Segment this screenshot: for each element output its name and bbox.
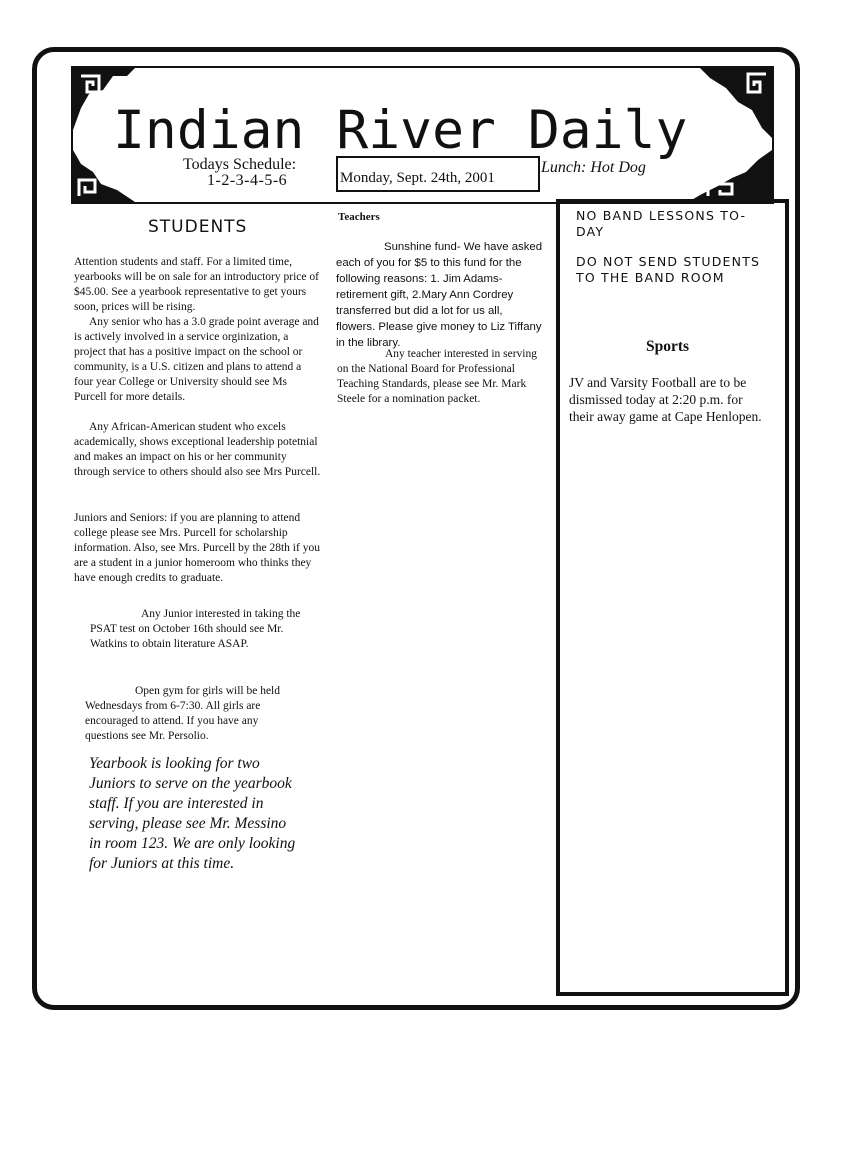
corner-fret-top-right (700, 68, 772, 138)
band-room-notice: DO NOT SEND STUDENTS TO THE BAND ROOM (576, 254, 761, 285)
students-heading: STUDENTS (148, 217, 248, 237)
students-african-american-notice: Any African-American student who excels academically, shows exceptional leadership potetnial and makes an impact on his or her community through service to others should also see Mrs Purcell. (74, 421, 321, 479)
students-yearbook-staff-notice: Yearbook is looking for two Juniors to serve on the yearbook staff. If you are interested in serving, please see Mr. Messino in room 123. We are only looking for Juniors at this time. (89, 755, 296, 872)
teachers-national-board-notice: Any teacher interested in serving on the National Board for Professional Teaching Standards, please see Mr. Mark Steele for a nomination packet. (337, 348, 537, 406)
schedule-label: Todays Schedule: (183, 156, 297, 173)
sports-heading: Sports (646, 338, 690, 355)
lunch-menu: Lunch: Hot Dog (541, 159, 646, 176)
corner-fret-bottom-right (688, 150, 772, 202)
schedule-value: 1-2-3-4-5-6 (207, 172, 288, 189)
students-college-notice: Juniors and Seniors: if you are planning to attend college please see Mrs. Purcell for scholarship information. Also, see Mrs. Purcell by the 28th if you are a student in a junior homeroom who thinks they have enough credits to graduate. (74, 512, 320, 585)
teachers-sunshine-fund: Sunshine fund- We have asked each of you for $5 to this fund for the following reasons: 1. Jim Adams- retirement gift, 2.Mary Ann Cordrey transferred but did a lot for us all, flowers. Please give money to Liz Tiffany in the library. (336, 241, 543, 349)
sports-football-notice: JV and Varsity Football are to be dismissed today at 2:20 p.m. for their away game at Cape Henlopen. (569, 375, 762, 424)
announcements-box (556, 199, 789, 996)
teachers-heading: Teachers (338, 211, 380, 223)
band-lessons-notice: NO BAND LESSONS TO-DAY (576, 208, 747, 239)
date-box: Monday, Sept. 24th, 2001 (336, 156, 540, 192)
students-yearbook-sale: Attention students and staff. For a limited time, yearbooks will be on sale for an introductory price of $45.00. See a yearbook representative to get yours soon, prices will be rising. (74, 256, 319, 314)
newspaper-title: Indian River Daily (113, 100, 688, 161)
students-open-gym-notice: Open gym for girls will be held Wednesdays from 6-7:30. All girls are encouraged to attend. If you have any questions see Mr. Persolio. (85, 685, 281, 743)
students-psat-notice: Any Junior interested in taking the PSAT test on October 16th should see Mr. Watkins to obtain literature ASAP. (90, 608, 301, 651)
students-senior-notice: Any senior who has a 3.0 grade point average and is actively involved in a service orginization, a project that has a positive impact on the school or community, is a U.S. citizen and plans to attend a four year College or University should see Ms Purcell for more details. (74, 316, 319, 404)
